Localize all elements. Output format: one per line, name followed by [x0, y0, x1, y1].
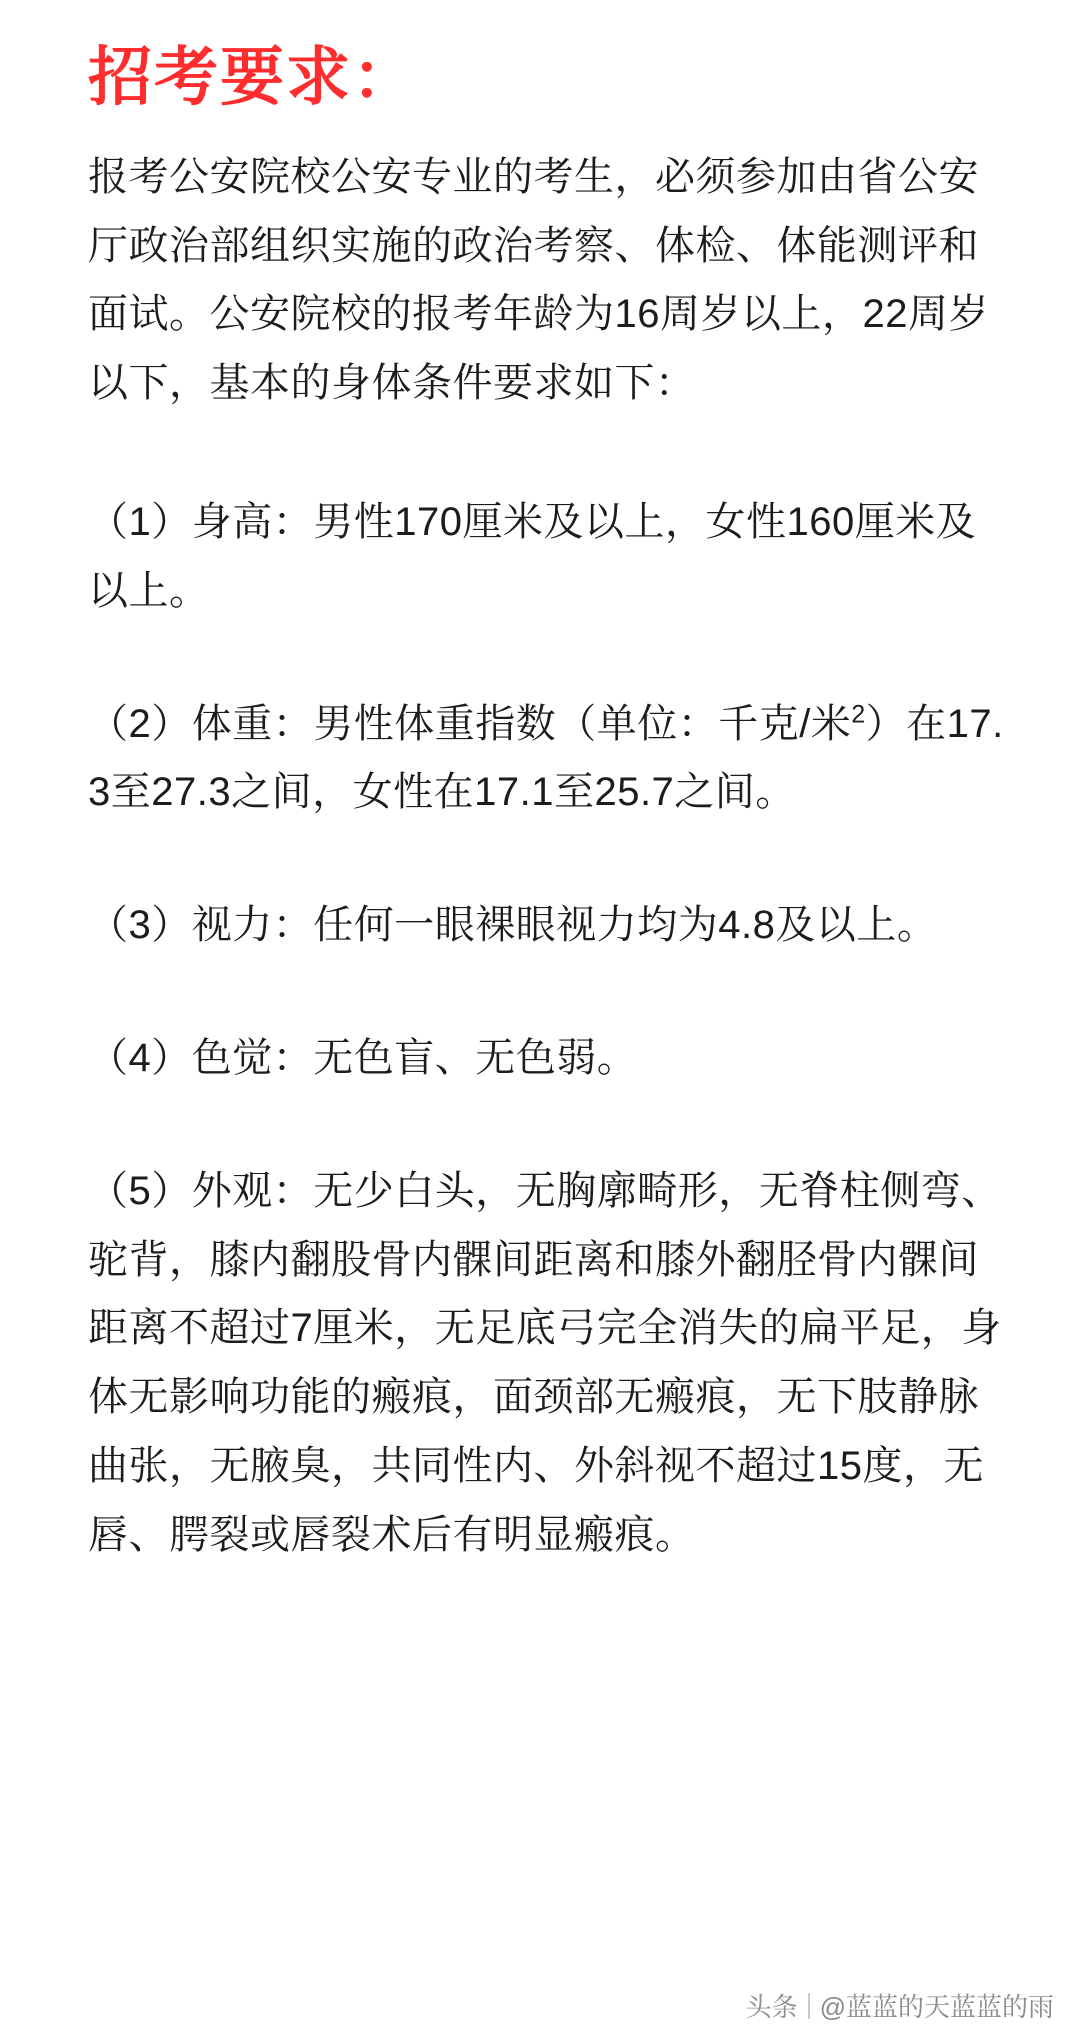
platform-label: 头条 [745, 1992, 798, 2022]
requirement-weight-text-before: （2）体重：男性体重指数（单位：千克/米 [88, 701, 852, 746]
intro-paragraph: 报考公安院校公安专业的考生，必须参加由省公安厅政治部组织实施的政治考察、体检、体能测评和面试。公安院校的报考年龄为16周岁以上，22周岁以下，基本的身体条件要求如下： [88, 154, 989, 406]
author-label: @蓝蓝的天蓝蓝的雨 [819, 1992, 1054, 2022]
requirement-color-vision: （4）色觉：无色盲、无色弱。 [88, 1035, 638, 1080]
requirement-weight-text-after: ）在17.3至27.3之间，女性在17.1至25.7之间。 [88, 701, 1004, 815]
requirement-height: （1）身高：男性170厘米及以上，女性160厘米及以上。 [88, 499, 977, 613]
footer-divider [808, 1993, 810, 2019]
requirement-vision: （3）视力：任何一眼裸眼视力均为4.8及以上。 [88, 903, 938, 948]
page-title: 招考要求： [88, 41, 418, 115]
requirement-weight [88, 690, 1010, 828]
requirement-weight-superscript: 2 [851, 701, 866, 729]
footer-watermark [746, 1987, 1054, 2024]
requirement-appearance: （5）外观：无少白头，无胸廓畸形，无脊柱侧弯、驼背，膝内翻股骨内髁间距离和膝外翻胫骨内髁间距离不超过7厘米，无足底弓完全消失的扁平足，身体无影响功能的瘢痕，面颈部无瘢痕，无下肢静脉曲张，无腋臭，共同性内、外斜视不超过15度，无唇、腭裂或唇裂术后有明显瘢痕。 [88, 1168, 1002, 1557]
